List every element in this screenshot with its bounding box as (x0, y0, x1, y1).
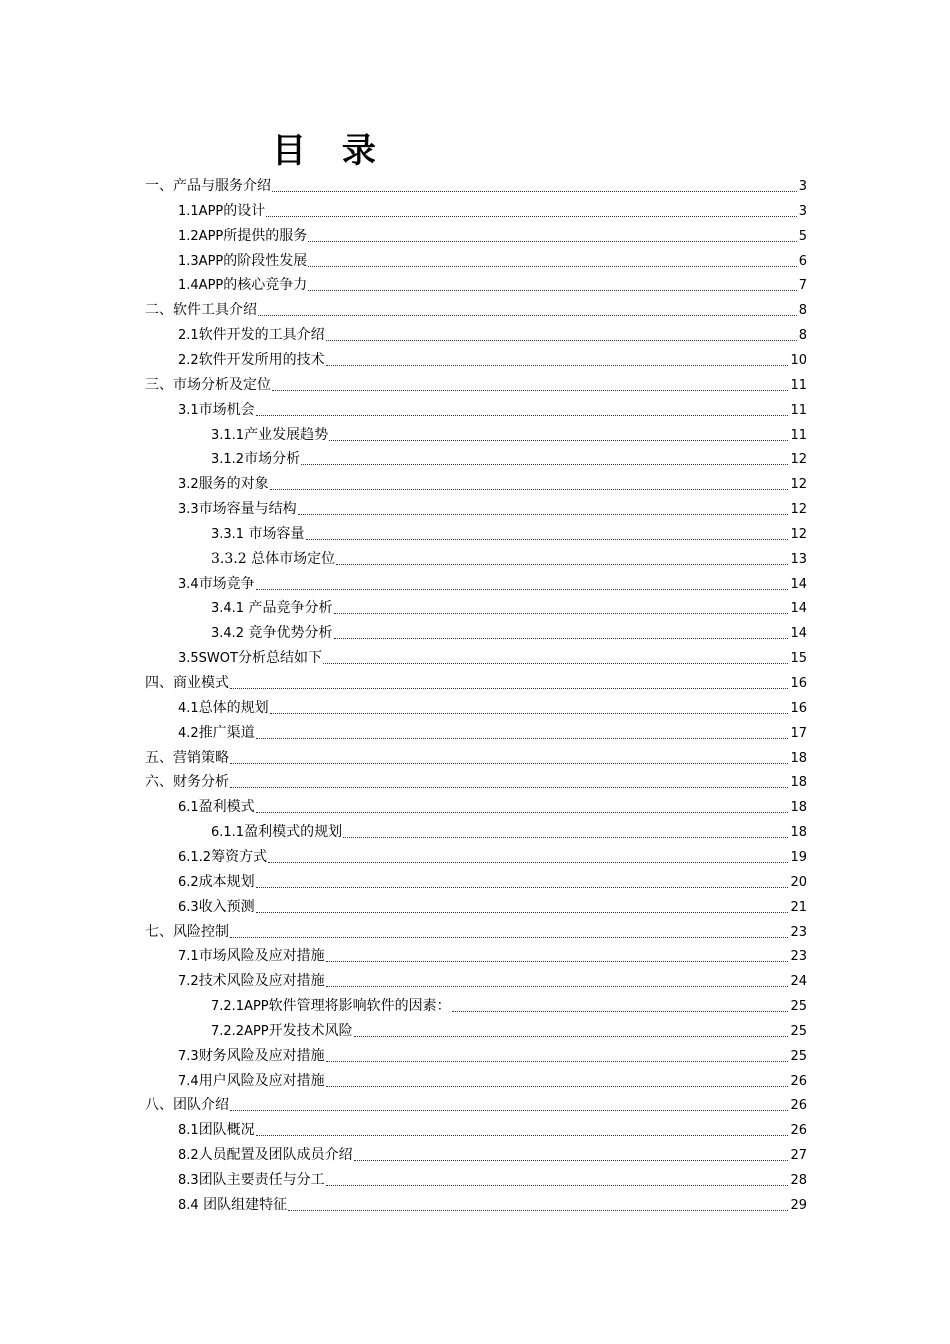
toc-entry[interactable] (178, 696, 807, 721)
toc-entry-text: 收入预测 (198, 898, 255, 915)
toc-entry-page-number: 27 (790, 1148, 807, 1164)
toc-entry-label (178, 249, 307, 274)
toc-entry[interactable] (178, 969, 807, 994)
toc-entry-page-number: 8 (798, 303, 807, 319)
toc-entry-number: 3.4 (178, 576, 199, 592)
toc-entry-label (145, 770, 229, 795)
dot-leader (258, 315, 797, 316)
toc-entry-number: 1.1APP (178, 203, 224, 219)
toc-entry-page-number: 18 (790, 800, 807, 816)
dot-leader (256, 912, 789, 913)
toc-entry[interactable] (178, 497, 807, 522)
toc-entry-page-number: 12 (790, 526, 807, 542)
toc-entry-page-number: 17 (790, 725, 807, 741)
toc-entry-number: 3.3.1 (211, 526, 245, 542)
toc-entry-text: 成本规划 (198, 873, 255, 890)
toc-entry[interactable] (211, 547, 807, 572)
toc-entry-text: 软件开发所用的技术 (198, 351, 325, 368)
toc-entry-page-number: 26 (790, 1098, 807, 1114)
toc-entry-page-number: 12 (790, 452, 807, 468)
dot-leader (230, 763, 788, 764)
toc-entry-page-number: 19 (790, 849, 807, 865)
toc-entry-number: 4.1 (178, 700, 199, 716)
toc-entry[interactable] (178, 1168, 807, 1193)
dot-leader (298, 514, 789, 515)
toc-entry-label (178, 895, 255, 920)
dot-leader (323, 663, 788, 664)
toc-entry-page-number: 3 (798, 179, 807, 194)
toc-entry-page-number: 6 (798, 253, 807, 269)
toc-entry[interactable] (178, 199, 807, 224)
toc-entry-page-number: 11 (790, 377, 807, 393)
toc-entry-label (211, 820, 342, 845)
toc-entry-page-number: 8 (798, 328, 807, 344)
toc-entry-number: 7.1 (178, 949, 199, 965)
toc-entry-label (178, 646, 322, 671)
dot-leader (326, 340, 797, 341)
toc-entry-text: 软件管理将影响软件的因素： (268, 998, 451, 1015)
toc-entry-number: 7.2.2APP (211, 1023, 269, 1039)
toc-entry[interactable] (178, 1044, 807, 1069)
toc-entry-page-number: 16 (790, 676, 807, 691)
toc-entry[interactable] (211, 522, 807, 547)
toc-entry-label (178, 323, 325, 348)
toc-entry-label (145, 1093, 229, 1118)
toc-entry[interactable] (178, 1193, 807, 1218)
toc-entry[interactable] (178, 472, 807, 497)
dot-leader (256, 812, 789, 813)
dot-leader (272, 191, 797, 192)
toc-entry[interactable] (178, 895, 807, 920)
dot-leader (354, 1160, 789, 1161)
toc-entry-page-number: 12 (790, 477, 807, 493)
toc-entry[interactable] (178, 1069, 807, 1094)
toc-entry-number: 8.1 (178, 1123, 199, 1139)
toc-entry[interactable] (178, 1143, 807, 1168)
toc-entry[interactable] (211, 621, 807, 646)
toc-entry[interactable] (145, 770, 807, 795)
toc-entry-label (178, 224, 307, 249)
dot-leader (326, 1185, 789, 1186)
toc-entry-label (178, 273, 307, 298)
toc-entry-label (211, 596, 333, 621)
toc-entry-number: 7.4 (178, 1073, 199, 1089)
toc-entry-text: 的核心竞争力 (223, 277, 308, 294)
toc-entry-page-number: 16 (790, 700, 807, 716)
toc-entry[interactable] (145, 1093, 807, 1118)
toc-entry-label (178, 1168, 325, 1193)
toc-entry-text: 市场竞争 (198, 575, 255, 592)
toc-entry-number: 7.3 (178, 1048, 199, 1064)
toc-entry-page-number: 11 (790, 402, 807, 418)
toc-entry[interactable] (178, 646, 807, 671)
toc-entry-text: 分析总结如下 (237, 650, 322, 667)
dot-leader (452, 1011, 789, 1012)
toc-entry[interactable] (145, 671, 807, 696)
toc-entry-number: 3.1.2 (211, 452, 245, 468)
toc-entry-number: 6.1.2 (178, 849, 212, 865)
toc-entry-text: 服务的对象 (198, 476, 269, 493)
toc-title: 目 录 (272, 131, 388, 171)
toc-entry-number: 8.2 (178, 1148, 199, 1164)
dot-leader (256, 887, 789, 888)
toc-entry-number: 1.3APP (178, 253, 224, 269)
toc-entry-page-number: 10 (790, 352, 807, 368)
toc-entry-number: 6.1 (178, 800, 199, 816)
dot-leader (272, 390, 788, 391)
dot-leader (326, 961, 789, 962)
toc-entry-number: 1.4APP (178, 278, 224, 294)
toc-entry-label (211, 522, 305, 547)
toc-entry-label (178, 348, 325, 373)
toc-entry-label (178, 845, 267, 870)
toc-entry-label (178, 1069, 325, 1094)
toc-entry[interactable] (211, 994, 807, 1019)
dot-leader (230, 1110, 788, 1111)
toc-entry[interactable] (178, 845, 807, 870)
toc-entry-text: 推广渠道 (198, 724, 255, 741)
toc-entry-text: 市场风险及应对措施 (198, 948, 325, 965)
toc-entry-label (178, 1193, 287, 1218)
toc-entry-label (211, 994, 451, 1019)
toc-entry-number: 8.4 (178, 1197, 199, 1213)
toc-entry-text: 团队组建特征 (198, 1196, 288, 1213)
toc-entry[interactable] (211, 820, 807, 845)
toc-entry-page-number: 26 (790, 1073, 807, 1089)
toc-entry-label (145, 174, 271, 199)
dot-leader (256, 415, 789, 416)
dot-leader (230, 937, 788, 938)
toc-entry-page-number: 28 (790, 1173, 807, 1188)
toc-entry-page-number: 20 (790, 874, 807, 890)
toc-entry-text: 六、财务分析 (145, 774, 229, 791)
toc-entry-number: 6.3 (178, 899, 199, 915)
toc-entry[interactable] (178, 348, 807, 373)
toc-entry-text: 用户风险及应对措施 (198, 1072, 325, 1089)
toc-entry-label (178, 472, 269, 497)
dot-leader (270, 713, 789, 714)
toc-entry-page-number: 18 (790, 750, 807, 766)
toc-entry[interactable] (178, 1118, 807, 1143)
toc-entry[interactable] (178, 323, 807, 348)
toc-entry-text: 市场容量与结构 (198, 501, 297, 518)
toc-entry[interactable] (178, 795, 807, 820)
toc-entry[interactable] (211, 1019, 807, 1044)
toc-entry[interactable] (145, 746, 807, 771)
toc-entry-label (178, 1143, 353, 1168)
toc-entry-number: 8.3 (178, 1173, 199, 1188)
toc-entry-page-number: 23 (790, 924, 807, 940)
toc-entry-number: 6.1.1 (211, 825, 245, 841)
toc-entry[interactable] (211, 423, 807, 448)
dot-leader (354, 1036, 789, 1037)
toc-entry-number: 3.3 (178, 502, 199, 518)
toc-entry-label (178, 497, 297, 522)
toc-entry[interactable] (178, 572, 807, 597)
toc-entry[interactable] (145, 920, 807, 945)
toc-entry-label (178, 944, 325, 969)
toc-entry-page-number: 25 (790, 1048, 807, 1064)
toc-entry[interactable] (211, 447, 807, 472)
dot-leader (306, 539, 789, 540)
toc-entry-page-number: 26 (790, 1123, 807, 1139)
toc-entry-text: 所提供的服务 (223, 227, 308, 244)
dot-leader (256, 1135, 789, 1136)
toc-entry-number: 3.1 (178, 402, 199, 418)
toc-entry-page-number: 11 (790, 427, 807, 443)
toc-entry-label (178, 1044, 325, 1069)
toc-entry-text: 总体的规划 (198, 699, 269, 716)
toc-entry-text: 团队主要责任与分工 (198, 1172, 325, 1188)
toc-entry[interactable] (178, 249, 807, 274)
toc-entry-text: 产业发展趋势 (244, 426, 329, 443)
toc-entry-text: 人员配置及团队成员介绍 (198, 1147, 353, 1164)
toc-entry[interactable] (211, 596, 807, 621)
toc-entry-label (145, 746, 229, 771)
toc-entry-label (211, 447, 300, 472)
dot-leader (326, 986, 789, 987)
toc-entry-label (145, 373, 271, 398)
toc-entry[interactable] (178, 273, 807, 298)
toc-entry-text: 盈利模式 (198, 799, 255, 816)
toc-entry[interactable] (145, 174, 807, 199)
toc-entry-page-number: 25 (790, 1023, 807, 1039)
toc-entry-page-number: 7 (798, 278, 807, 294)
toc-entry-page-number: 13 (790, 551, 807, 567)
toc-entry-number: 3.2 (178, 477, 199, 493)
dot-leader (270, 489, 789, 490)
toc-entry-number: 6.2 (178, 874, 199, 890)
toc-entry-page-number: 23 (790, 949, 807, 965)
toc-entry-text: 筹资方式 (211, 848, 268, 865)
dot-leader (256, 738, 789, 739)
toc-entry-label (178, 795, 255, 820)
toc-entry[interactable] (178, 224, 807, 249)
toc-entry-page-number: 25 (790, 999, 807, 1015)
toc-entry-page-number: 18 (790, 775, 807, 791)
toc-entry-text: 一、产品与服务介绍 (145, 178, 271, 194)
toc-entry[interactable] (178, 721, 807, 746)
toc-entry-label (145, 298, 257, 323)
toc-entry-number: 2.1 (178, 328, 199, 344)
toc-entry-label (178, 1118, 255, 1143)
toc-entry-text: 开发技术风险 (268, 1022, 353, 1039)
toc-entry-number: 3.5SWOT (178, 651, 238, 667)
toc-entry-page-number: 5 (798, 228, 807, 244)
toc-entry-page-number: 24 (790, 974, 807, 990)
toc-entry-label (145, 671, 229, 696)
dot-leader (334, 613, 789, 614)
toc-entry[interactable] (178, 398, 807, 423)
toc-entry-text: 团队概况 (198, 1122, 255, 1139)
toc-entry-text: 七、风险控制 (145, 923, 229, 940)
toc-entry-text: 产品竞争分析 (244, 600, 333, 617)
toc-entry-label (178, 870, 255, 895)
toc-entry-label (178, 969, 325, 994)
toc-entry-number: 3.4.2 (211, 626, 245, 642)
toc-entry-number: 1.2APP (178, 228, 224, 244)
toc-entry-text: 软件开发的工具介绍 (198, 327, 325, 344)
toc-entry-text: 市场分析 (244, 451, 301, 468)
toc-entry-text: 竞争优势分析 (244, 625, 333, 642)
toc-entry-label (211, 1019, 353, 1044)
dot-leader (266, 216, 796, 217)
toc-entry-text: 的阶段性发展 (223, 252, 308, 269)
toc-entry-number: 3.1.1 (211, 427, 245, 443)
toc-entry-label (211, 547, 335, 572)
toc-entry-text: 的设计 (223, 202, 266, 219)
toc-entry-label (178, 398, 255, 423)
dot-leader (288, 1210, 788, 1211)
toc-entry-text: 五、营销策略 (145, 749, 229, 766)
toc-entry-text: 市场机会 (198, 401, 255, 418)
toc-entry[interactable] (145, 373, 807, 398)
toc-entry-label (178, 696, 269, 721)
dot-leader (230, 787, 788, 788)
toc-entry-label (178, 199, 265, 224)
toc-entry-page-number: 14 (790, 576, 807, 592)
dot-leader (326, 365, 789, 366)
toc-entry-page-number: 14 (790, 601, 807, 617)
toc-entry-text: 财务风险及应对措施 (198, 1047, 325, 1064)
dot-leader (268, 862, 788, 863)
toc-entry-number: 3.4.1 (211, 601, 245, 617)
dot-leader (308, 290, 796, 291)
toc-entry[interactable] (145, 298, 807, 323)
toc-entry-number: 4.2 (178, 725, 199, 741)
dot-leader (256, 589, 789, 590)
dot-leader (329, 440, 788, 441)
toc-entry[interactable] (178, 870, 807, 895)
dot-leader (308, 241, 796, 242)
toc-entry-text: 3.3.2 总体市场定位 (211, 550, 336, 567)
toc-entry-page-number: 21 (790, 899, 807, 915)
dot-leader (336, 564, 788, 565)
toc-entry-number: 2.2 (178, 352, 199, 368)
toc-entry-page-number: 29 (790, 1197, 807, 1213)
dot-leader (334, 638, 789, 639)
toc-entry-number: 7.2.1APP (211, 999, 269, 1015)
toc-entry-page-number: 3 (798, 203, 807, 219)
dot-leader (326, 1061, 789, 1062)
toc-entry-label (211, 621, 333, 646)
toc-entry-page-number: 18 (790, 825, 807, 841)
dot-leader (301, 464, 788, 465)
dot-leader (308, 266, 796, 267)
toc-entry-text: 八、团队介绍 (145, 1097, 229, 1114)
dot-leader (343, 837, 788, 838)
dot-leader (230, 688, 788, 689)
dot-leader (326, 1086, 789, 1087)
toc-entry-label (145, 920, 229, 945)
toc-entry-text: 盈利模式的规划 (244, 824, 343, 841)
toc-entry-number: 7.2 (178, 974, 199, 990)
toc-entry-text: 技术风险及应对措施 (198, 973, 325, 990)
toc-entry-page-number: 14 (790, 626, 807, 642)
toc-entry-text: 三、市场分析及定位 (145, 376, 271, 393)
toc-entry-label (178, 572, 255, 597)
toc-entry-text: 市场容量 (244, 525, 305, 542)
toc-entry[interactable] (178, 944, 807, 969)
toc-entry-label (178, 721, 255, 746)
toc-entry-text: 二、软件工具介绍 (145, 302, 257, 319)
toc-entry-text: 四、商业模式 (145, 675, 229, 691)
toc-entry-label (211, 423, 328, 448)
toc-entry-page-number: 15 (790, 651, 807, 667)
toc-entry-page-number: 12 (790, 502, 807, 518)
